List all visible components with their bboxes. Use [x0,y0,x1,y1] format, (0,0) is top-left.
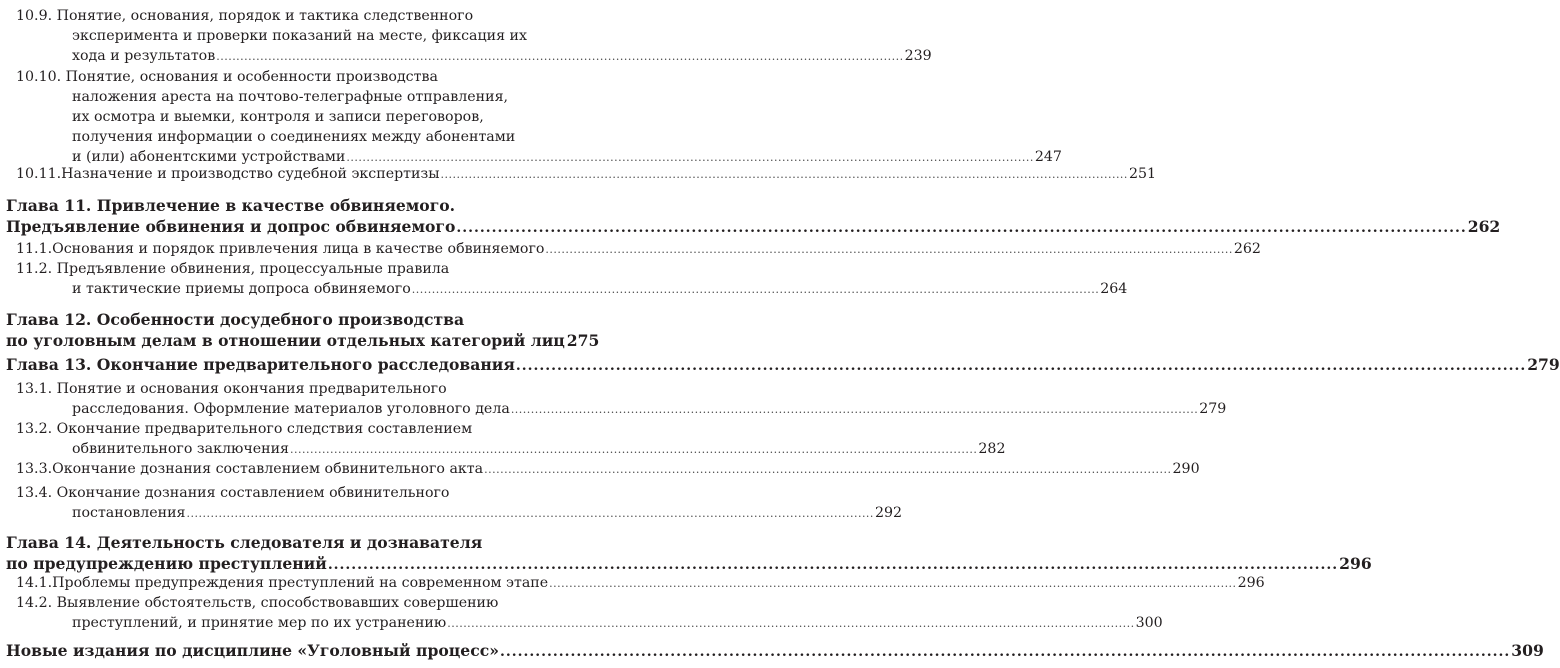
toc-entry-text: хода и результатов [72,48,216,64]
toc-entry-text: Назначение и производство судебной экспертизы [61,166,440,182]
toc-entry-text: Предъявление обвинения и допрос обвиняемого [6,216,456,236]
toc-entry-text: Окончание дознания составлением обвинительного акта [52,461,484,477]
page-number: 262 [1467,216,1501,236]
dot-leader [447,613,1134,634]
page-number: 292 [874,505,903,521]
page-number: 290 [1172,461,1200,477]
toc-entry-text: Глава 14. Деятельность следователя и дознавателя [6,533,483,552]
dot-leader [187,503,874,524]
page-number: 309 [1511,641,1544,660]
section-number: 13.3. [16,461,53,477]
dot-leader [516,355,1526,376]
toc-entry-text: Выявление обстоятельств, способствовавших совершению [56,595,499,611]
toc-entry-text: их осмотра и выемки, контроля и записи переговоров, [72,109,484,125]
page-number: 239 [904,48,932,64]
toc-entry-text: Новые издания по дисциплине «Уголовный процесс» [6,641,499,660]
dot-leader [484,459,1171,480]
toc-entry-text: расследования. Оформление материалов уголовного дела [72,401,510,417]
toc-entry-text: Понятие, основания, порядок и тактика следственного [56,8,474,24]
toc-entry-text: по предупреждению преступлений [6,553,327,573]
toc-entry-text: Основания и порядок привлечения лица в качестве обвиняемого [52,241,545,257]
toc-entry-text: Понятие, основания и особенности производства [65,69,438,85]
toc-entry-text: Понятие и основания окончания предварительного [56,381,447,397]
page-number: 279 [1527,355,1560,374]
page-number: 296 [1237,575,1265,591]
page-number: 264 [1100,281,1128,297]
toc-entry-text: по уголовным делам в отношении отдельных категорий лиц [6,330,565,350]
dot-leader [511,399,1198,420]
toc-entry-text: Глава 13. Окончание предварительного расследования [6,355,515,374]
dot-leader [328,554,1338,575]
section-number: 10.10. [16,69,62,85]
toc-entry-text: Глава 12. Особенности досудебного производства [6,310,465,329]
toc-entry-text: и (или) абонентскими устройствами [72,149,346,165]
dot-leader [216,46,903,67]
section-number: 14.2. [16,595,53,611]
toc-entry-text: Окончание дознания составлением обвинительного [56,485,450,501]
section-number: 13.2. [16,421,53,437]
toc-entry-text: постановления [72,505,186,521]
toc-entry-text: наложения ареста на почтово-телеграфные отправления, [72,89,509,105]
toc-entry-text: Предъявление обвинения, процессуальные правила [56,261,450,277]
page-number: 296 [1339,553,1372,573]
section-number: 10.9. [16,8,53,24]
toc-entry-text: преступлений, и принятие мер по их устранению [72,615,447,631]
toc-entry-text: Окончание предварительного следствия составлением [56,421,473,437]
page-number: 247 [1034,149,1062,165]
toc-entry-text: обвинительного заключения [72,441,289,457]
dot-leader [500,641,1510,662]
dot-leader [412,279,1099,300]
section-number: 14.1. [16,575,53,591]
page-number: 251 [1128,166,1157,182]
section-number: 10.11. [16,166,62,182]
section-number: 13.1. [16,381,53,397]
toc-entry-text: эксперимента и проверки показаний на месте, фиксация их [72,28,527,44]
dot-leader [441,164,1128,185]
section-number: 13.4. [16,485,53,501]
dot-leader [549,573,1236,594]
toc-entry-text: Глава 11. Привлечение в качестве обвиняемого. [6,196,456,215]
toc-entry-text: получения информации о соединениях между абонентами [72,129,516,145]
section-number: 11.2. [16,261,53,277]
dot-leader [545,239,1232,260]
page-number: 282 [978,441,1006,457]
dot-leader [290,439,977,460]
toc-entry-text: и тактические приемы допроса обвиняемого [72,281,411,297]
page-number: 275 [566,330,600,350]
page-number: 262 [1233,241,1261,257]
toc-entry-text: Проблемы предупреждения преступлений на современном этапе [52,575,549,591]
page-number: 300 [1135,615,1163,631]
section-number: 11.1. [16,241,53,257]
page-number: 279 [1199,401,1227,417]
dot-leader [456,217,1466,238]
